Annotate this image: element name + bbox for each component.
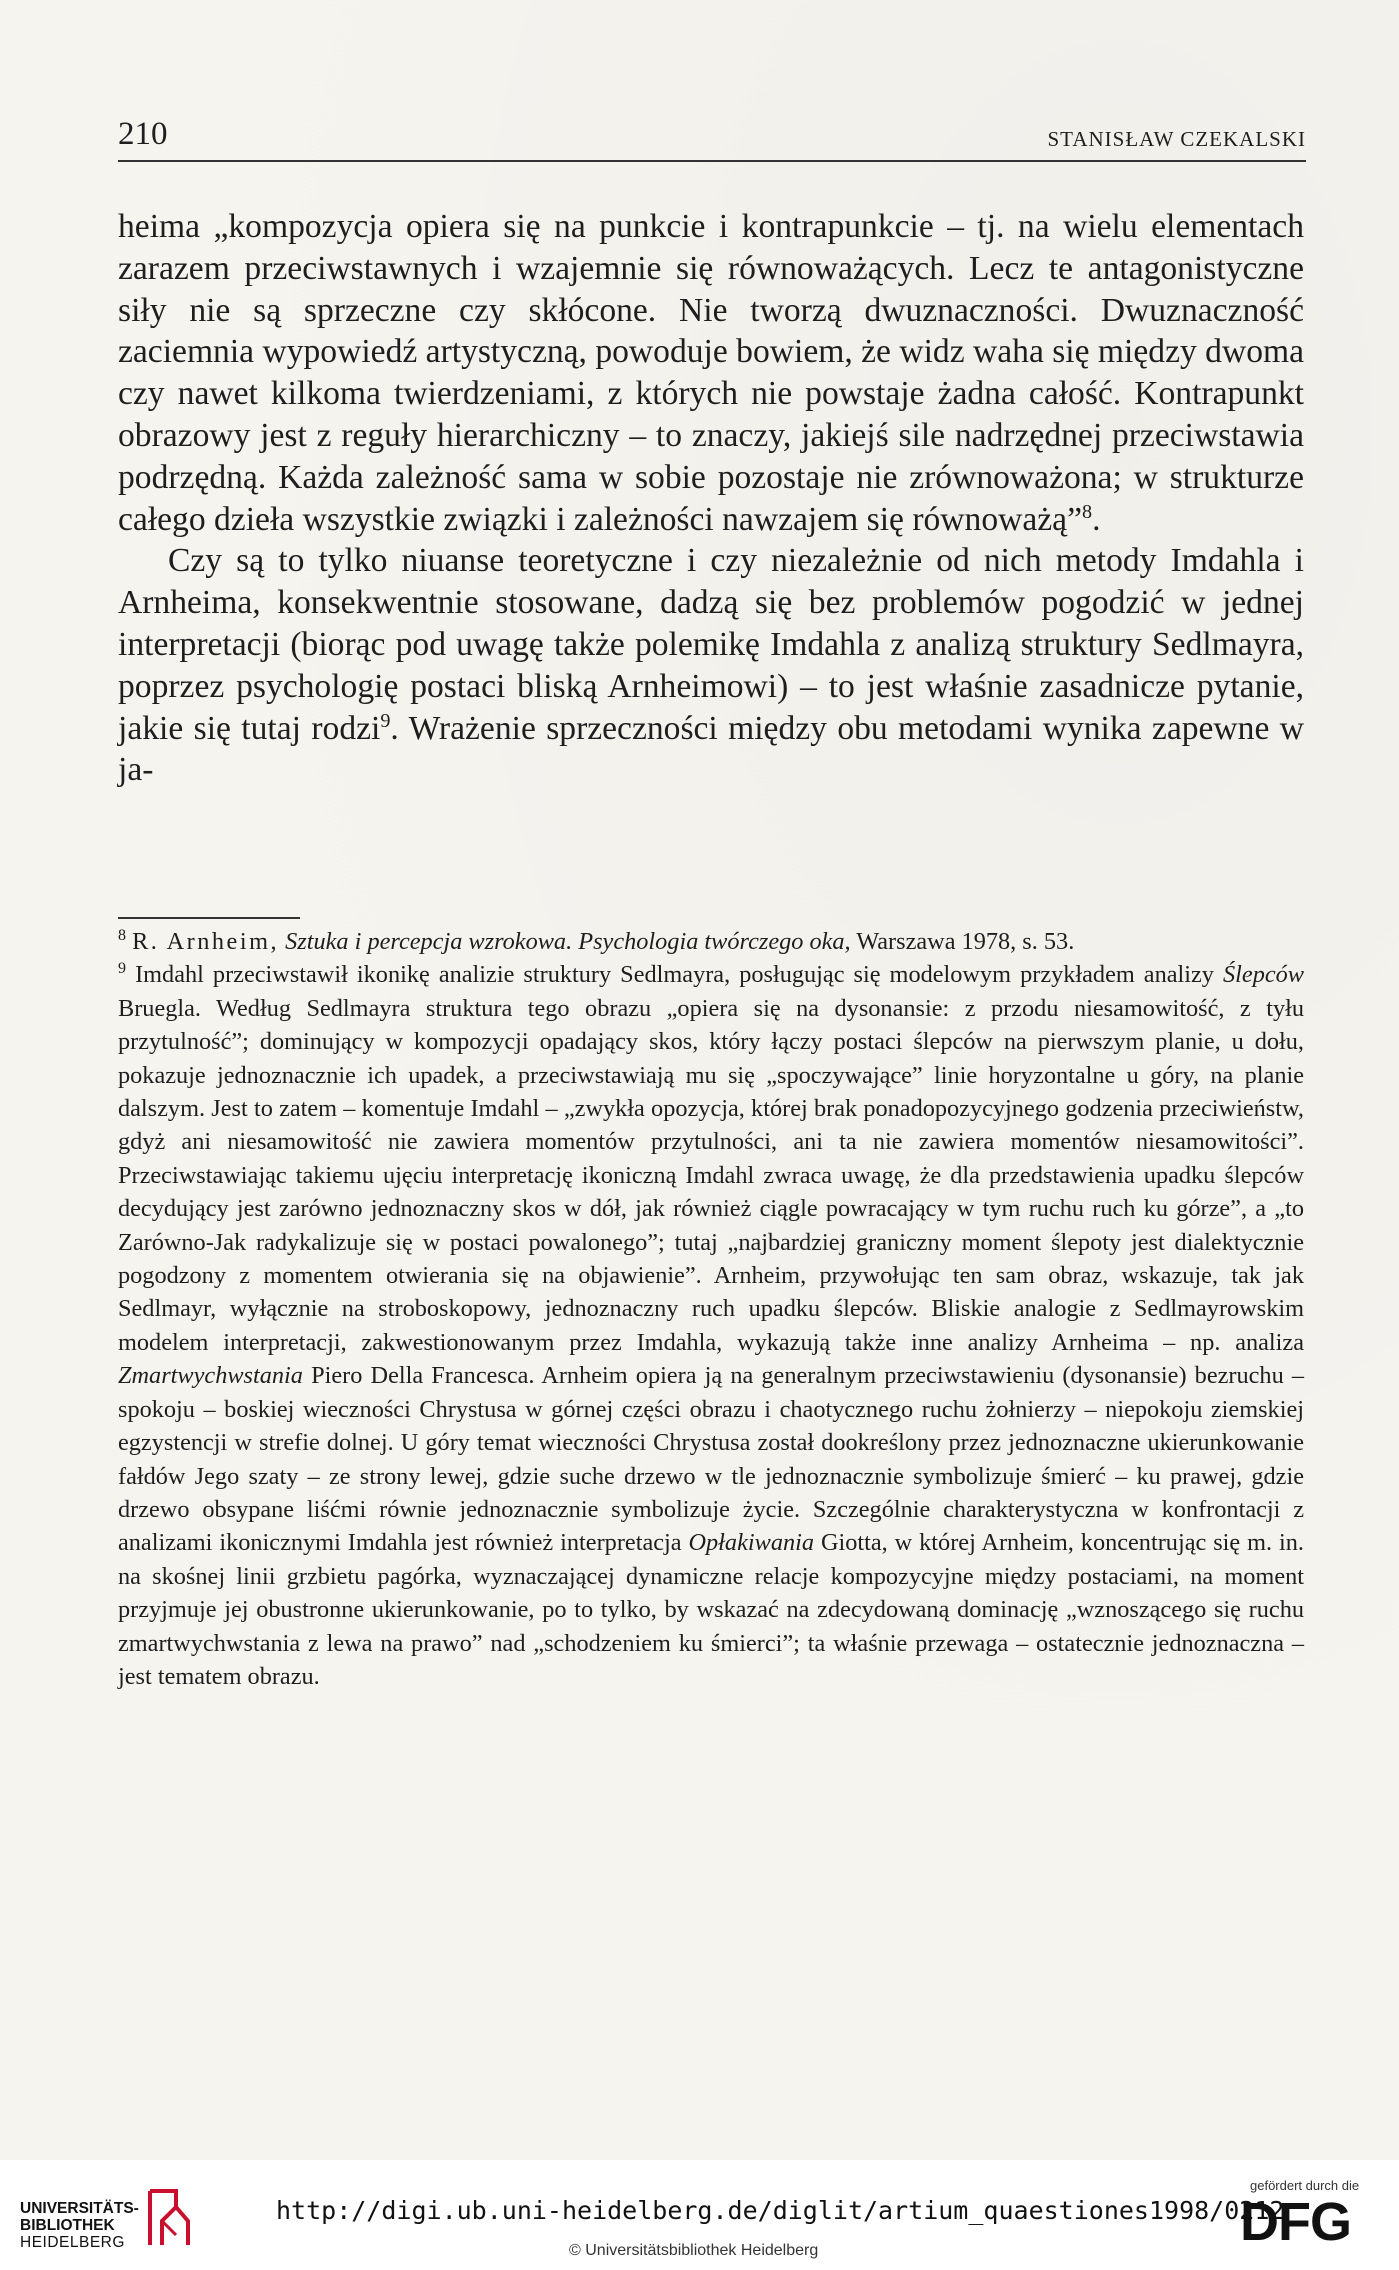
funder-caption: gefördert durch die [1250,2178,1360,2193]
footnote-8-rest: Warszawa 1978, s. 53. [856,928,1075,955]
footnotes [118,925,1304,1693]
library-mark-icon [142,2185,194,2251]
footnote-8 [118,925,1304,958]
footnote-9-title-zmartwychwstania: Zmartwychwstania [118,1362,303,1390]
footnote-9-title-oplakiwania: Opłakiwania [688,1529,815,1557]
footnote-9 [118,958,1304,1693]
footnote-8-title: Sztuka i percepcja wzrokowa. Psychologia twórczego oka, [285,928,851,955]
footnote-9-part-d: Giotta, w której Arnheim, koncentrując się m. in. na skośnej linii grzbietu pagórka, wyznaczającej dynamiczne relacje kompozycyjne między postaciami, na moment przyjmuje jej obustronne ukierunkowanie, po to tylko, by wskazać na zdecydowaną dominację „wznoszącego się ruchu zmartwychwstania z lewa na prawo” nad „schodzeniem ku śmierci”; ta właśnie przewaga – ostatecznie jednoznaczna – jest tematem obrazu. [118,1529,1304,1690]
running-head [118,114,1306,162]
source-url-link[interactable]: http://digi.ub.uni-heidelberg.de/diglit/artium_quaestiones1998/0212 [276,2196,1285,2225]
footnote-9-part-a: Imdahl przeciwstawił ikonikę analizie struktury Sedlmayra, posługując się modelowym przykładem analizy [135,961,1214,989]
paragraph-2-text: Czy są to tylko niuanse teoretyczne i czy niezależnie od nich metody Imdahla i Arnheima, konsekwentnie stosowane, dadzą się bez problemów pogodzić w jednej interpretacji (biorąc pod uwagę także polemikę Imdahla z analizą struktury Sedlmayra, poprzez psychologię postaci bliską Arnheimowi) – to jest właśnie zasadnicze pytanie, jakie się tutaj rodzi [118,542,1304,747]
library-name-line-1: UNIVERSITÄTS- [20,2200,139,2217]
footnote-ref-9: 9 [380,709,391,732]
main-text [118,206,1304,791]
footnote-9-part-b: Bruegla. Według Sedlmayra struktura tego obrazu „opiera się na dysonansie: z przodu niesamowitość, z tyłu przytulność”; dominujący w kompozycji opadający skos, który łączy postaci ślepców na pierwszym planie, u dołu, pokazuje jednoznacznie ich upadek, a przeciwstawiają mu się „spoczywające” linie horyzontalne u góry, na planie dalszym. Jest to zatem – komentuje Imdahl – „zwykła opozycja, której brak ponadopozycyjnego godzenia przeciwieństw, gdyż ani niesamowitość nie zawiera momentów przytulności, ani ta nie zawiera momentów niesamowitości”. Przeciwstawiając takiemu ujęciu interpretację ikoniczną Imdahl zwraca uwagę, że dla przedstawienia upadku ślepców decydujący jest zarówno jednoznaczny skos w dół, jak również ciągle powracający w tym ruchu ruch ku górze”, a „to Zarówno-Jak radykalizuje się w postaci powalonego”; tutaj „najbardziej graniczny moment ślepoty jest dialektycznie pogodzony z momentem otwierania się na objawienie”. Arnheim, przywołując ten sam obraz, wskazuje, tak jak Sedlmayr, wyłącznie na stroboskopowy, jednoznaczny ruch upadku ślepców. Bliskie analogie z Sedlmayrowskim modelem interpretacji, zakwestionowanym przez Imdahla, wykazują także inne analizy Arnheima – np. analiza [118,994,1304,1356]
footnote-9-part-c: Piero Della Francesca. Arnheim opiera ją na generalnym przeciwstawieniu (dysonansie) bezruchu – spokoju – boskiej wieczności Chrystusa w górnej części obrazu i chaotycznego ruchu żołnierzy – niepokoju ziemskiej egzystencji w strefie dolnej. U góry temat wieczności Chrystusa został dookreślony przez jednoznaczne ukierunkowanie fałdów Jego szaty – ze strony lewej, gdzie suche drzewo w tle jednoznacznie symbolizuje śmierć – ku prawej, gdzie drzewo obsypane liśćmi równie jednoznacznie symbolizuje życie. Szczególnie charakterystyczna w konfrontacji z analizami ikonicznymi Imdahla jest również interpretacja [118,1362,1305,1557]
paragraph-1-text: heima „kompozycja opiera się na punkcie i kontrapunkcie – tj. na wielu elementach zarazem przeciwstawnych i wzajemnie się równoważących. Lecz te antagonistyczne siły nie są sprzeczne czy skłócone. Nie tworzą dwuznaczności. Dwuznaczność zaciemnia wypowiedź artystyczną, powoduje bowiem, że widz waha się między dwoma czy nawet kilkoma twierdzeniami, z których nie powstaje żadna całość. Kontrapunkt obrazowy jest z reguły hierarchiczny – to znaczy, jakiejś sile nadrzędnej przeciwstawia podrzędną. Każda zależność sama w sobie pozostaje nie zrównoważona; w strukturze całego dzieła wszystkie związki i zależności nawzajem się równoważą” [118,208,1305,538]
dfg-logo-icon: DFG [1240,2192,1351,2252]
paragraph-1 [118,206,1304,540]
running-head-author: STANISŁAW CZEKALSKI [1047,127,1306,151]
footnote-8-author: R. Arnheim, [132,928,280,955]
footnote-9-number: 9 [118,960,127,978]
paragraph-2 [118,540,1304,791]
footnote-rule [118,917,300,919]
footnote-9-title-slepcow: Ślepców [1223,961,1304,989]
funder-logo[interactable] [1240,2178,1380,2258]
paragraph-1-end: . [1092,500,1101,538]
page-number: 210 [118,116,168,152]
library-name-line-2: BIBLIOTHEK [20,2217,115,2234]
footnote-8-number: 8 [118,926,127,944]
library-name-line-3: HEIDELBERG [20,2234,125,2251]
paragraph-2-end: . Wrażenie sprzeczności między obu metodami wynika zapewne w ja- [118,709,1304,789]
footnote-ref-8: 8 [1081,500,1093,523]
copyright-notice: © Universitätsbibliothek Heidelberg [569,2242,819,2259]
